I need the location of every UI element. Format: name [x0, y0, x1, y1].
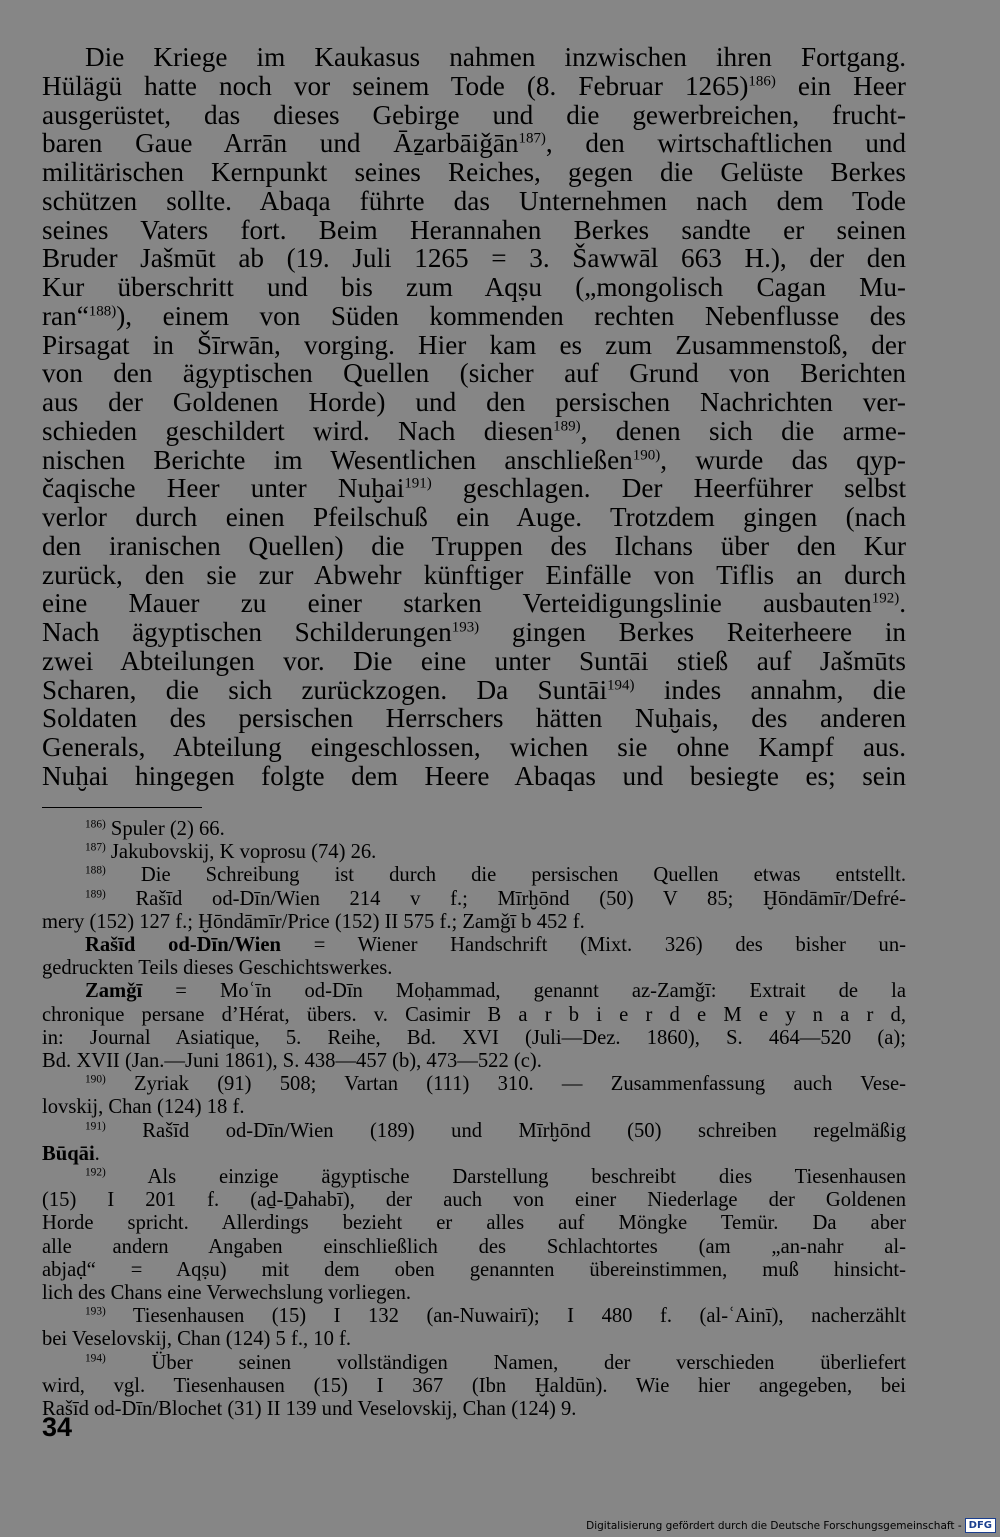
footnote-line: lovskij, Chan (124) 18 f. [42, 1096, 245, 1119]
footnote-line: $^{186)}$ Spuler (2) 66. [85, 818, 225, 840]
body-line: Generals, Abteilung eingeschlossen, wichen sie ohne Kampf aus. [42, 732, 906, 762]
footnote-line: gedruckten Teils dieses Geschichtswerkes. [42, 957, 393, 980]
body-line: ran“$^{188)}$), einem von Süden kommenden rechten Nebenflusse des [42, 300, 906, 331]
body-line: den iranischen Quellen) die Truppen des Ilchans über den Kur [42, 530, 906, 561]
footnote-line: $^{194)}$ Über seinen vollständigen Namen, der verschieden überliefert [85, 1351, 906, 1374]
page-number: 34 [42, 1412, 73, 1442]
body-line: zwei Abteilungen vor. Die eine unter Suntāi stieß auf Jašmūts [42, 645, 906, 676]
footnote-line: $^{187)}$ Jakubovskij, K voprosu (74) 26. [85, 841, 377, 864]
body-line: schützen sollte. Abaqa führte das Unternehmen nach dem Tode [42, 185, 906, 216]
body-line: Nuḫai hingegen folgte dem Heere Abaqas und besiegte es; sein [42, 760, 906, 791]
body-line: zurück, den sie zur Abwehr künftiger Einfälle von Tiflis an durch [42, 559, 906, 590]
body-line: ausgerüstet, das dieses Gebirge und die gewerbreichen, frucht- [42, 99, 906, 130]
body-line: Soldaten des persischen Herrschers hätten Nuḫais, des anderen [42, 703, 906, 734]
footnote-line: Rašīd od-Dīn/Blochet (31) II 139 und Veselovskij, Chan (124) 9. [42, 1398, 577, 1421]
footnote-line: alle andern Angaben einschließlich des Schlachtortes (am „an-nahr al- [42, 1235, 906, 1258]
footnote-line: lich des Chans eine Verwechslung vorliegen. [42, 1282, 412, 1305]
footnote-line: bei Veselovskij, Chan (124) 5 f., 10 f. [42, 1328, 352, 1351]
footnote-line: Zamǧī = Moʿīn od-Dīn Moḥammad, genannt az-Zamǧī: Extrait de la [85, 980, 906, 1003]
body-line: Hülägü hatte noch vor seinem Tode (8. Februar 1265)$^{186)}$ ein Heer [42, 70, 906, 101]
body-line: Nach ägyptischen Schilderungen$^{193)}$ gingen Berkes Reiterheere in [42, 617, 906, 647]
footnotes [42, 818, 906, 1421]
body-line: Die Kriege im Kaukasus nahmen inzwischen ihren Fortgang. [85, 42, 906, 72]
body-line: schieden geschildert wird. Nach diesen$^{189)}$, denen sich die arme- [42, 415, 906, 446]
body-line: eine Mauer zu einer starken Verteidigungslinie ausbauten$^{192)}$. [42, 588, 906, 619]
body-line: verlor durch einen Pfeilschuß ein Auge. Trotzdem gingen (nach [42, 502, 906, 532]
footnote-line: Būqāi. [42, 1142, 100, 1165]
footnote-line: $^{190)}$ Zyriak (91) 508; Vartan (111) 310. — Zusammenfassung auch Vese- [85, 1073, 906, 1096]
footnote-line: $^{188)}$ Die Schreibung ist durch die persischen Quellen etwas entstellt. [85, 864, 906, 887]
digitization-credit [586, 1518, 996, 1533]
body-line: baren Gaue Arrān und Āẕarbāiǧān$^{187)}$, den wirtschaftlichen und [42, 128, 906, 159]
body-line: aus der Goldenen Horde) und den persischen Nachrichten ver- [42, 387, 906, 417]
footnote-line: Bd. XVII (Jan.—Juni 1861), S. 438—457 (b), 473—522 (c). [42, 1050, 542, 1073]
footnote-line: (15) I 201 f. (aḏ-Ḏahabī), der auch von einer Niederlage der Goldenen [42, 1189, 906, 1212]
body-line: von den ägyptischen Quellen (sicher auf Grund von Berichten [42, 358, 906, 389]
footnote-line: $^{192)}$ Als einzige ägyptische Darstellung beschreibt dies Tiesenhausen [85, 1166, 906, 1189]
body-line: čaqische Heer unter Nuḫai$^{191)}$ geschlagen. Der Heerführer selbst [42, 473, 907, 504]
body-line: nischen Berichte im Wesentlichen anschließen$^{190)}$, wurde das qyp- [42, 444, 906, 475]
footnote-line: Horde spricht. Allerdings bezieht er alles auf Möngke Temür. Da aber [42, 1212, 906, 1235]
dfg-logo: DFG [965, 1518, 996, 1533]
footnote-line: abjaḍ“ = Aqṣu) mit dem oben genannten übereinstimmen, muß hinsicht- [42, 1258, 906, 1281]
footnote-rule [42, 807, 202, 808]
body-line: Kur überschritt und bis zum Aqṣu („mongolisch Cagan Mu- [42, 272, 906, 302]
footnote-line: mery (152) 127 f.; Ḫōndāmīr/Price (152) II 575 f.; Zamǧī b 452 f. [42, 910, 585, 933]
footnote-line: $^{191)}$ Rašīd od-Dīn/Wien (189) und Mīrḫōnd (50) schreiben regelmäßig [85, 1119, 906, 1142]
footnote-line: chronique persane d’Hérat, übers. v. Casimir B a r b i e r d e M e y n a r d, [42, 1003, 906, 1026]
credit-text: Digitalisierung gefördert durch die Deutsche Forschungsgemeinschaft - [586, 1519, 962, 1532]
body-line: Pirsagat in Šīrwān, vorging. Hier kam es zum Zusammenstoß, der [42, 329, 906, 360]
body-line: Scharen, die sich zurückzogen. Da Suntāi$^{194)}$ indes annahm, die [42, 674, 906, 705]
body-line: militärischen Kernpunkt seines Reiches, gegen die Gelüste Berkes [42, 157, 906, 187]
footnote-line: wird, vgl. Tiesenhausen (15) I 367 (Ibn Ḫaldūn). Wie hier angegeben, bei [42, 1374, 906, 1397]
footnote-line: $^{189)}$ Rašīd od-Dīn/Wien 214 v f.; Mīrḫōnd (50) V 85; Ḫōndāmīr/Defré- [85, 887, 906, 910]
body-line: seines Vaters fort. Beim Herannahen Berkes sandte er seinen [42, 214, 906, 245]
footnote-line: in: Journal Asiatique, 5. Reihe, Bd. XVI (Juli—Dez. 1860), S. 464—520 (a); [42, 1026, 906, 1049]
footnote-line: $^{193)}$ Tiesenhausen (15) I 132 (an-Nuwairī); I 480 f. (al-ʿAinī), nacherzählt [85, 1305, 906, 1328]
body-line: Bruder Jašmūt ab (19. Juli 1265 = 3. Šawwāl 663 H.), der den [42, 243, 906, 274]
body-text [42, 43, 906, 791]
footnote-line: Rašīd od-Dīn/Wien = Wiener Handschrift (Mixt. 326) des bisher un- [85, 934, 906, 957]
